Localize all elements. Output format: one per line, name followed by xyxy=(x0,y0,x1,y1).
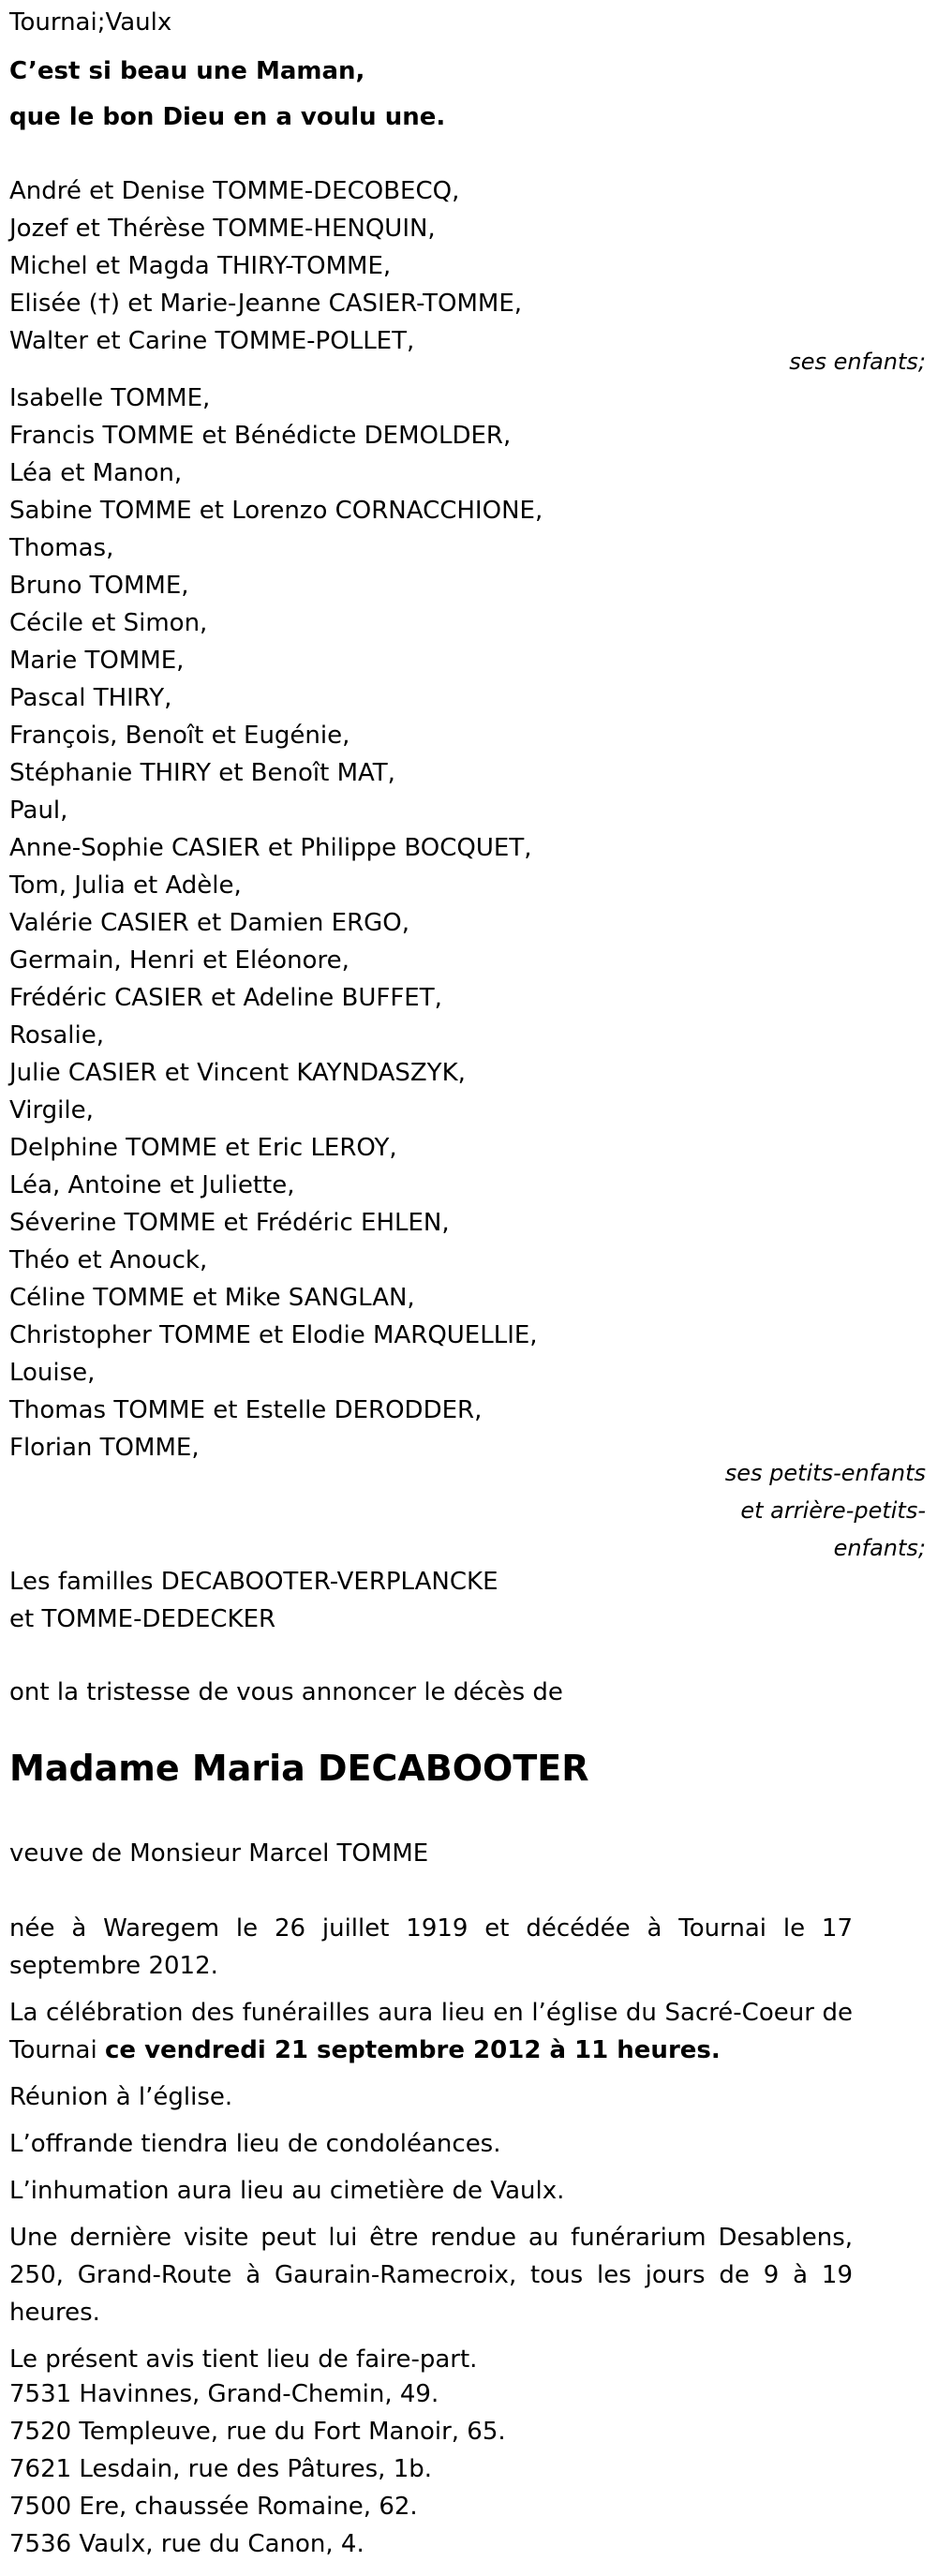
families-line: et TOMME-DEDECKER xyxy=(9,1605,276,1633)
birth-death-text: née à Waregem le 26 juillet 1919 et décédée à Tournai le 17 septembre 2012. xyxy=(9,1914,853,1980)
grandchild-entry: Virgile, xyxy=(9,1096,94,1124)
deceased-name: Madame Maria DECABOOTER xyxy=(9,1748,589,1789)
children-list xyxy=(9,172,522,360)
funeral-date: ce vendredi 21 septembre 2012 à 11 heures. xyxy=(104,2036,721,2064)
grandchild-entry: Théo et Anouck, xyxy=(9,1246,208,1274)
grandchild-entry: Delphine TOMME et Eric LEROY, xyxy=(9,1134,397,1162)
verse-line-2: que le bon Dieu en a voulu une. xyxy=(9,103,446,131)
families-line: Les familles DECABOOTER-VERPLANCKE xyxy=(9,1568,498,1596)
grandchild-entry: Stéphanie THIRY et Benoît MAT, xyxy=(9,759,395,787)
announcement-text: ont la tristesse de vous annoncer le décès de xyxy=(9,1678,563,1706)
grandchild-entry: Rosalie, xyxy=(9,1021,104,1050)
verse-line-1: C’est si beau une Maman, xyxy=(9,57,365,85)
grandchild-entry: Isabelle TOMME, xyxy=(9,384,211,412)
grandchild-entry: Julie CASIER et Vincent KAYNDASZYK, xyxy=(9,1059,466,1087)
child-entry: Michel et Magda THIRY-TOMME, xyxy=(9,252,392,280)
location-header: Tournai;Vaulx xyxy=(9,8,172,37)
grandchild-entry: Thomas, xyxy=(9,534,114,562)
families-block xyxy=(9,1563,498,1638)
address-entry: 7500 Ere, chaussée Romaine, 62. xyxy=(9,2493,418,2521)
child-entry: Elisée (†) et Marie-Jeanne CASIER-TOMME, xyxy=(9,290,523,318)
grandchild-entry: Louise, xyxy=(9,1359,96,1387)
grandchild-entry: Paul, xyxy=(9,797,68,825)
grandchild-entry: François, Benoît et Eugénie, xyxy=(9,722,350,750)
widow-of-text: veuve de Monsieur Marcel TOMME xyxy=(9,1839,429,1868)
grandchild-entry: Léa, Antoine et Juliette, xyxy=(9,1171,295,1199)
grandchildren-role-line: enfants; xyxy=(833,1535,926,1561)
grandchild-entry: Sabine TOMME et Lorenzo CORNACCHIONE, xyxy=(9,497,543,525)
child-entry: André et Denise TOMME-DECOBECQ, xyxy=(9,177,460,205)
addresses-list xyxy=(9,2375,506,2563)
grandchild-entry: Anne-Sophie CASIER et Philippe BOCQUET, xyxy=(9,834,532,862)
grandchildren-list xyxy=(9,380,543,1467)
grandchild-entry: Thomas TOMME et Estelle DERODDER, xyxy=(9,1396,483,1424)
grandchild-entry: Séverine TOMME et Frédéric EHLEN, xyxy=(9,1209,450,1237)
grandchild-entry: Bruno TOMME, xyxy=(9,572,189,600)
address-entry: 7520 Templeuve, rue du Fort Manoir, 65. xyxy=(9,2418,506,2446)
grandchild-entry: Frédéric CASIER et Adeline BUFFET, xyxy=(9,984,442,1012)
grandchild-entry: Christopher TOMME et Elodie MARQUELLIE, xyxy=(9,1321,538,1349)
child-entry: Walter et Carine TOMME-POLLET, xyxy=(9,327,415,355)
grandchild-entry: Tom, Julia et Adèle, xyxy=(9,871,242,900)
grandchild-entry: Léa et Manon, xyxy=(9,459,183,487)
notice-text: Le présent avis tient lieu de faire-part. xyxy=(9,2345,478,2374)
grandchild-entry: Céline TOMME et Mike SANGLAN, xyxy=(9,1284,415,1312)
grandchild-entry: Cécile et Simon, xyxy=(9,609,208,637)
grandchild-entry: Florian TOMME, xyxy=(9,1434,200,1462)
grandchildren-role-line: ses petits-enfants xyxy=(724,1460,926,1486)
visit-text: Une dernière visite peut lui être rendue au funérarium Desablens, 250, Grand-Route à Gaurain-Ramecroix, tous les jours de 9 à 19 heures. xyxy=(9,2224,853,2327)
grandchildren-role-line: et arrière-petits- xyxy=(740,1497,926,1524)
address-entry: 7536 Vaulx, rue du Canon, 4. xyxy=(9,2530,364,2558)
grandchild-entry: Marie TOMME, xyxy=(9,647,185,675)
reunion-text: Réunion à l’église. xyxy=(9,2083,233,2111)
funeral-text xyxy=(9,1994,853,2069)
funeral-text-prefix: La célébration des funérailles aura lieu en l’église du Sacré-Coeur de Tournai xyxy=(9,1999,853,2064)
offrande-text: L’offrande tiendra lieu de condoléances. xyxy=(9,2130,501,2158)
grandchild-entry: Francis TOMME et Bénédicte DEMOLDER, xyxy=(9,422,512,450)
grandchild-entry: Germain, Henri et Eléonore, xyxy=(9,946,350,975)
details-block xyxy=(9,1910,853,2378)
address-entry: 7531 Havinnes, Grand-Chemin, 49. xyxy=(9,2380,439,2408)
address-entry: 7621 Lesdain, rue des Pâtures, 1b. xyxy=(9,2455,433,2483)
grandchildren-role xyxy=(725,1454,926,1567)
children-role: ses enfants; xyxy=(789,349,926,375)
grandchild-entry: Pascal THIRY, xyxy=(9,684,172,712)
inhumation-text: L’inhumation aura lieu au cimetière de Vaulx. xyxy=(9,2177,565,2205)
child-entry: Jozef et Thérèse TOMME-HENQUIN, xyxy=(9,215,436,243)
grandchild-entry: Valérie CASIER et Damien ERGO, xyxy=(9,909,410,937)
